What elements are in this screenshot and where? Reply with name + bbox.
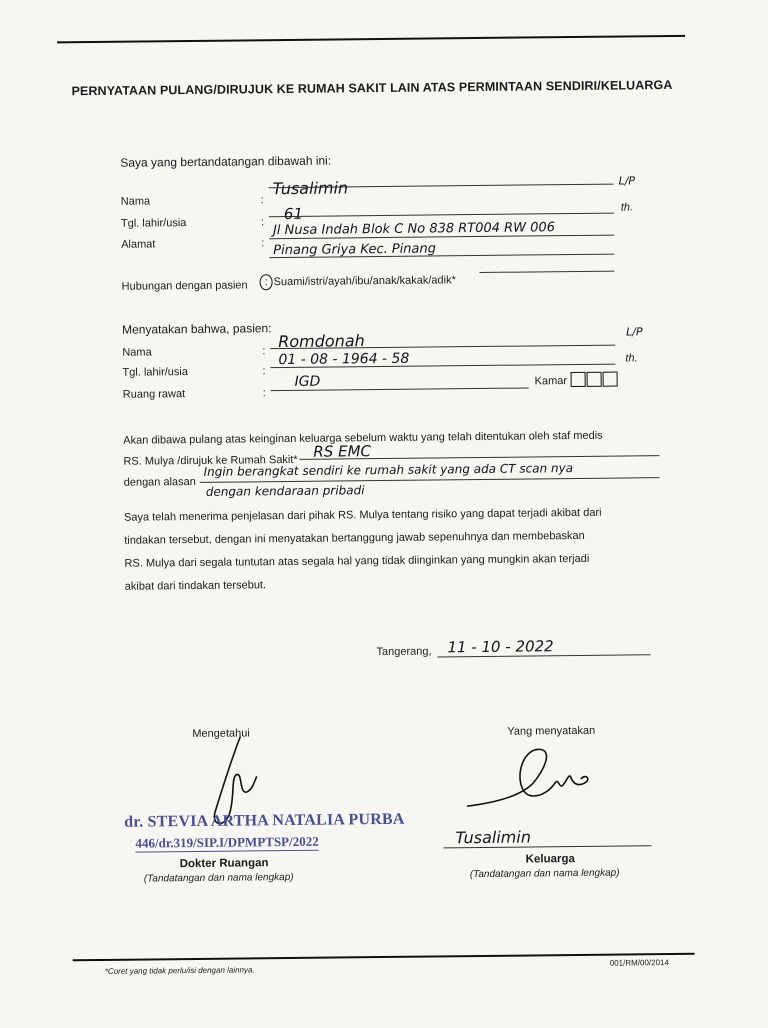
signer-name-label: Nama bbox=[120, 195, 151, 208]
right-sig-note: (Tandatangan dan nama lengkap) bbox=[469, 867, 620, 881]
patient-gender: L/P bbox=[626, 325, 643, 339]
patient-dob-value: 01 - 08 - 1964 - 58 bbox=[278, 350, 410, 369]
top-rule bbox=[57, 35, 685, 44]
room-value: IGD bbox=[294, 373, 321, 390]
family-signature bbox=[462, 743, 603, 814]
colon: : bbox=[262, 345, 266, 358]
statement-line-3: RS. Mulya dari segala tuntutan atas segala hal yang tidak diinginkan yang mungkin akan terjadi bbox=[124, 552, 590, 570]
kamar-box-2[interactable] bbox=[587, 372, 602, 387]
relation-label: Hubungan dengan pasien bbox=[121, 279, 248, 293]
colon: : bbox=[260, 216, 265, 229]
date-value: 11 - 10 - 2022 bbox=[447, 637, 554, 657]
signer-dob-line bbox=[269, 213, 614, 218]
reason-value-1: Ingin berangkat sendiri ke rumah sakit yang ada CT scan nya bbox=[203, 461, 574, 479]
colon: : bbox=[260, 194, 264, 207]
doctor-stamp-name: dr. STEVIA ARTHA NATALIA PURBA bbox=[124, 810, 405, 831]
relation-options-text: Suami/istri/ayah/ibu/anak/kakak/adik* bbox=[273, 274, 456, 289]
kamar-box-3[interactable] bbox=[603, 372, 618, 387]
patient-intro: Menyatakan bahwa, pasien: bbox=[122, 321, 272, 337]
form-code: 001/RM/00/2014 bbox=[609, 958, 669, 968]
patient-name-value: Romdonah bbox=[278, 331, 365, 352]
family-written-name: Tusalimin bbox=[455, 827, 532, 848]
kamar-field bbox=[535, 372, 619, 388]
doctor-stamp-number: 446/dr.319/SIP.I/DPMPTSP/2022 bbox=[135, 833, 319, 851]
signer-dob-label: Tgl. lahir/usia bbox=[120, 217, 187, 230]
footnote: *Coret yang tidak perlu/isi dengan lainnya. bbox=[104, 965, 255, 976]
signer-name-value: Tusalimin bbox=[272, 178, 349, 199]
colon: : bbox=[261, 237, 265, 250]
intro-text: Saya yang bertandatangan dibawah ini: bbox=[120, 153, 332, 170]
kamar-box-1[interactable] bbox=[571, 372, 586, 387]
signer-address-label: Alamat bbox=[121, 238, 156, 251]
signer-age-suffix: th. bbox=[620, 201, 634, 214]
form-title: PERNYATAAN PULANG/DIRUJUK KE RUMAH SAKIT LAIN ATAS PERMINTAAN SENDIRI/KELUARGA bbox=[71, 77, 673, 99]
room-label: Ruang rawat bbox=[122, 388, 186, 401]
reason-value-2: dengan kendaraan pribadi bbox=[205, 483, 365, 499]
discharge-text: Akan dibawa pulang atas keinginan keluarga sebelum waktu yang telah ditentukan oleh staf medis bbox=[123, 429, 603, 447]
right-sig-heading: Yang menyatakan bbox=[507, 724, 596, 738]
signer-gender: L/P bbox=[618, 174, 636, 188]
referral-value: RS EMC bbox=[313, 442, 372, 461]
relation-line bbox=[479, 271, 614, 273]
bottom-rule bbox=[73, 953, 695, 962]
signer-address-value-2: Pinang Griya Kec. Pinang bbox=[273, 241, 437, 259]
signer-address-value-1: Jl Nusa Indah Blok C No 838 RT004 RW 006 bbox=[272, 220, 556, 239]
patient-name-label: Nama bbox=[122, 346, 152, 359]
reason-label: dengan alasan bbox=[123, 475, 196, 489]
referral-label: RS. Mulya /dirujuk ke Rumah Sakit* bbox=[123, 453, 298, 468]
patient-dob-label: Tgl. lahir/usia bbox=[122, 366, 189, 379]
colon: : bbox=[262, 387, 266, 400]
place-label: Tangerang, bbox=[376, 645, 432, 659]
statement-line-4: akibat dari tindakan tersebut. bbox=[124, 579, 267, 593]
statement-line-1: Saya telah menerima penjelasan dari pihak RS. Mulya tentang risiko yang dapat terjadi akibat dari bbox=[123, 506, 602, 524]
relation-circle: : bbox=[260, 274, 273, 290]
relation-options bbox=[260, 272, 456, 290]
kamar-label: Kamar bbox=[534, 375, 568, 388]
left-sig-note: (Tandatangan dan nama lengkap) bbox=[143, 871, 294, 885]
patient-age-suffix: th. bbox=[625, 352, 638, 365]
right-sig-role: Keluarga bbox=[525, 853, 575, 866]
statement-line-2: tindakan tersebut, dengan ini menyatakan bertanggung jawab sepenuhnya dan membebaskan bbox=[124, 529, 585, 547]
left-sig-heading: Mengetahui bbox=[192, 727, 250, 741]
left-sig-role: Dokter Ruangan bbox=[179, 857, 269, 871]
signer-age-value: 61 bbox=[283, 204, 304, 224]
colon: : bbox=[262, 365, 266, 378]
